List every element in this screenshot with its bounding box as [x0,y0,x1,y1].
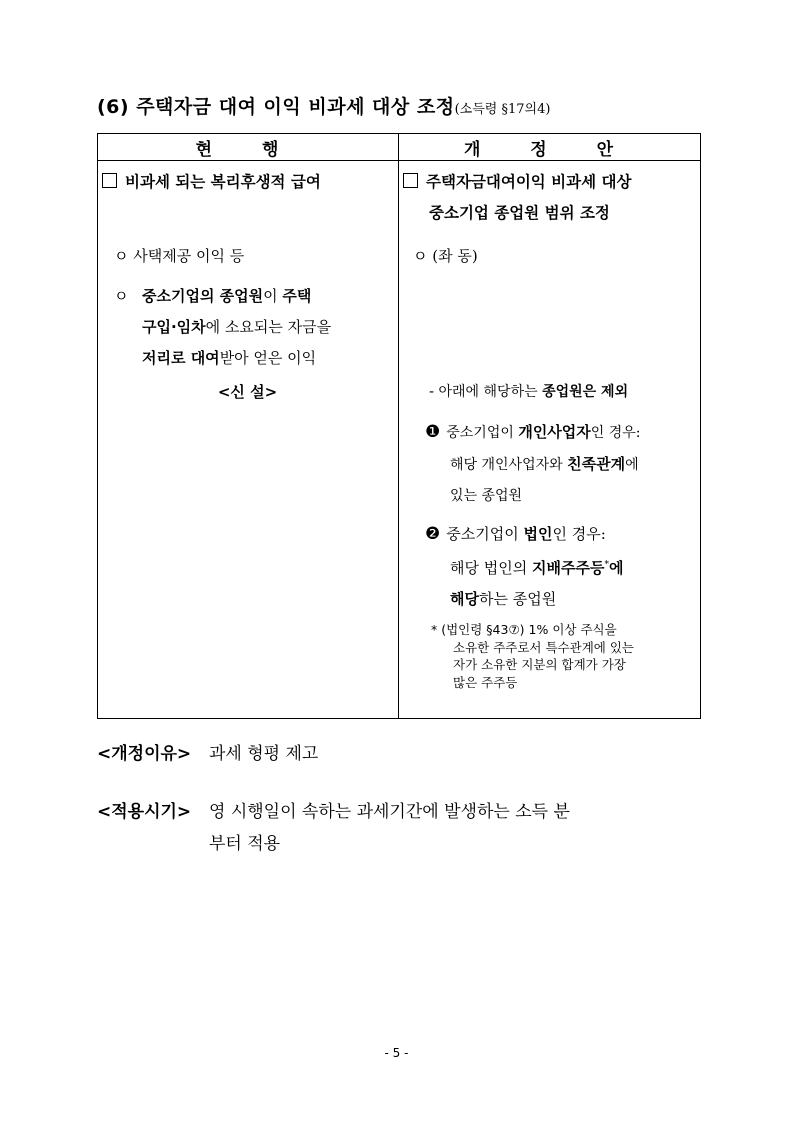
proposed-item-same: ㅇ (좌 동) [413,247,478,265]
page-number: - 5 - [384,1046,409,1060]
application-timing: <적용시기> 영 시행일이 속하는 과세기간에 발생하는 소득 분 부터 적용 [97,796,570,860]
title-reference: (소득령 §17의4) [454,102,551,117]
checkbox-icon [102,173,117,188]
current-item-loan: 중소기업의 종업원이 주택 구입·임차에 소요되는 자금을 저리로 대여받아 얻은 이익 [142,287,332,367]
new-provision-label: <신 설> [217,383,278,401]
footnote: * (법인령 §43⑦) 1% 이상 주식을 소유한 주주로서 특수관계에 있는 자가 소유한 지분의 합계가 가장 많은 주주등 [431,622,634,690]
circled-number-2: ❷ [425,524,441,544]
current-column [98,161,399,719]
checkbox-icon [403,173,418,188]
proposed-column [399,161,701,719]
revision-reason-label: <개정이유> [97,744,192,764]
header-current: 현 행 [98,134,399,161]
current-bullet: ㅇ [114,287,129,305]
proposed-heading: 주택자금대여이익 비과세 대상 중소기업 종업원 범위 조정 [403,167,631,229]
exclusion-line: - 아래에 해당하는 종업원은 제외 [429,384,629,400]
case-2: ❷ 중소기업이 법인인 경우: 해당 법인의 지배주주등*에 해당하는 종업원 [425,524,624,608]
circled-number-1: ❶ [425,422,441,442]
revision-reason: <개정이유> 과세 형평 제고 [97,738,318,770]
application-timing-label: <적용시기> [97,802,192,822]
current-item-housing: ㅇ 사택제공 이익 등 [114,247,245,265]
section-title: (6) 주택자금 대여 이익 비과세 대상 조정(소득령 §17의4) [97,96,551,118]
comparison-table [97,133,701,719]
header-proposed: 개 정 안 [399,134,701,161]
case-1: ❶ 중소기업이 개인사업자인 경우: 해당 개인사업자와 친족관계에 있는 종업원 [425,422,641,504]
current-heading: 비과세 되는 복리후생적 급여 [102,167,321,198]
